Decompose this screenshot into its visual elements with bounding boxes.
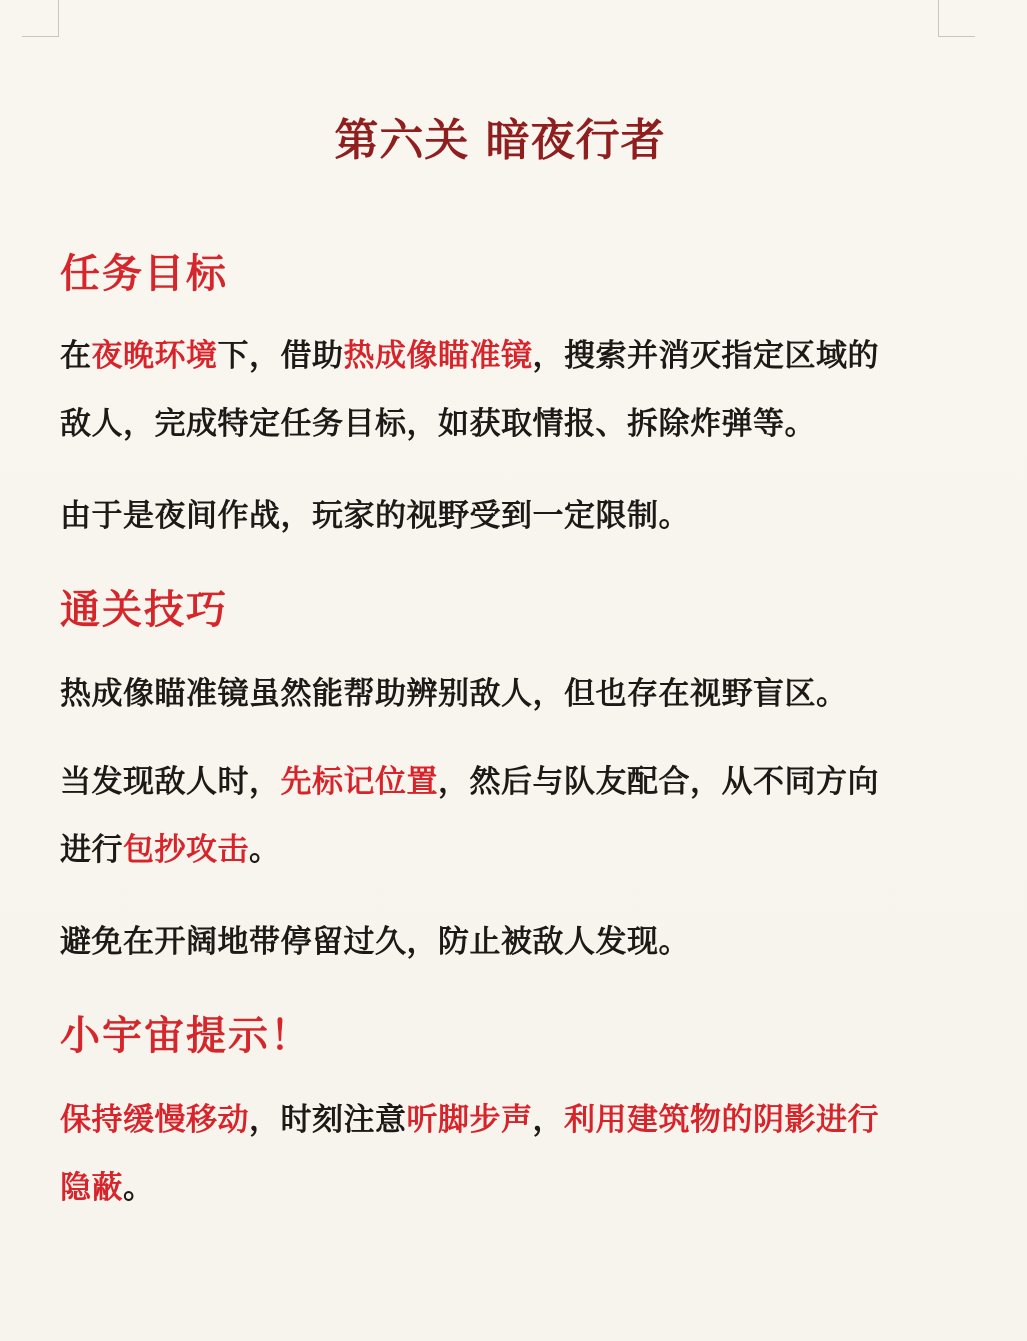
text-segment: ，搜索并消灭指定区域的 [532, 338, 879, 374]
paragraph-clear-tips-3: 避免在开阔地带停留过久，防止被敌人发现。 [60, 924, 690, 960]
crop-mark-top-right [938, 0, 975, 37]
highlight-conceal: 隐蔽 [60, 1170, 123, 1206]
paragraph-cosmos-hint-1 [60, 1086, 950, 1222]
text-segment: 下，借助 [217, 338, 344, 374]
paragraph-mission-objective-1 [60, 322, 950, 458]
highlight-thermal-scope: 热成像瞄准镜 [343, 338, 533, 374]
highlight-listen-footsteps: 听脚步声 [406, 1102, 533, 1138]
text-segment: ，然后与队友配合，从不同方向 [438, 764, 879, 800]
document-title: 第六关 暗夜行者 [334, 115, 666, 166]
highlight-use-shadows: 利用建筑物的阴影进行 [564, 1102, 879, 1138]
highlight-move-slowly: 保持缓慢移动 [60, 1102, 249, 1138]
text-segment: 。 [123, 1170, 155, 1206]
paragraph-clear-tips-2 [60, 748, 950, 884]
text-segment: 。 [249, 832, 281, 868]
section-heading-mission-objective: 任务目标 [60, 250, 228, 297]
highlight-flank-attack: 包抄攻击 [123, 832, 249, 868]
highlight-mark-position: 先标记位置 [280, 764, 438, 800]
section-heading-cosmos-hint: 小宇宙提示！ [60, 1012, 312, 1059]
text-segment: 敌人，完成特定任务目标，如获取情报、拆除炸弹等。 [60, 406, 816, 442]
section-heading-clear-tips: 通关技巧 [60, 586, 228, 633]
crop-mark-top-left [22, 0, 59, 37]
text-segment: 当发现敌人时， [60, 764, 281, 800]
text-segment: ， [532, 1102, 564, 1138]
highlight-night-environment: 夜晚环境 [91, 338, 218, 374]
text-segment: 在 [60, 338, 92, 374]
text-segment: ，时刻注意 [249, 1102, 407, 1138]
paragraph-clear-tips-1: 热成像瞄准镜虽然能帮助辨别敌人，但也存在视野盲区。 [60, 676, 848, 712]
paragraph-mission-objective-2: 由于是夜间作战，玩家的视野受到一定限制。 [60, 498, 690, 534]
text-segment: 进行 [60, 832, 123, 868]
